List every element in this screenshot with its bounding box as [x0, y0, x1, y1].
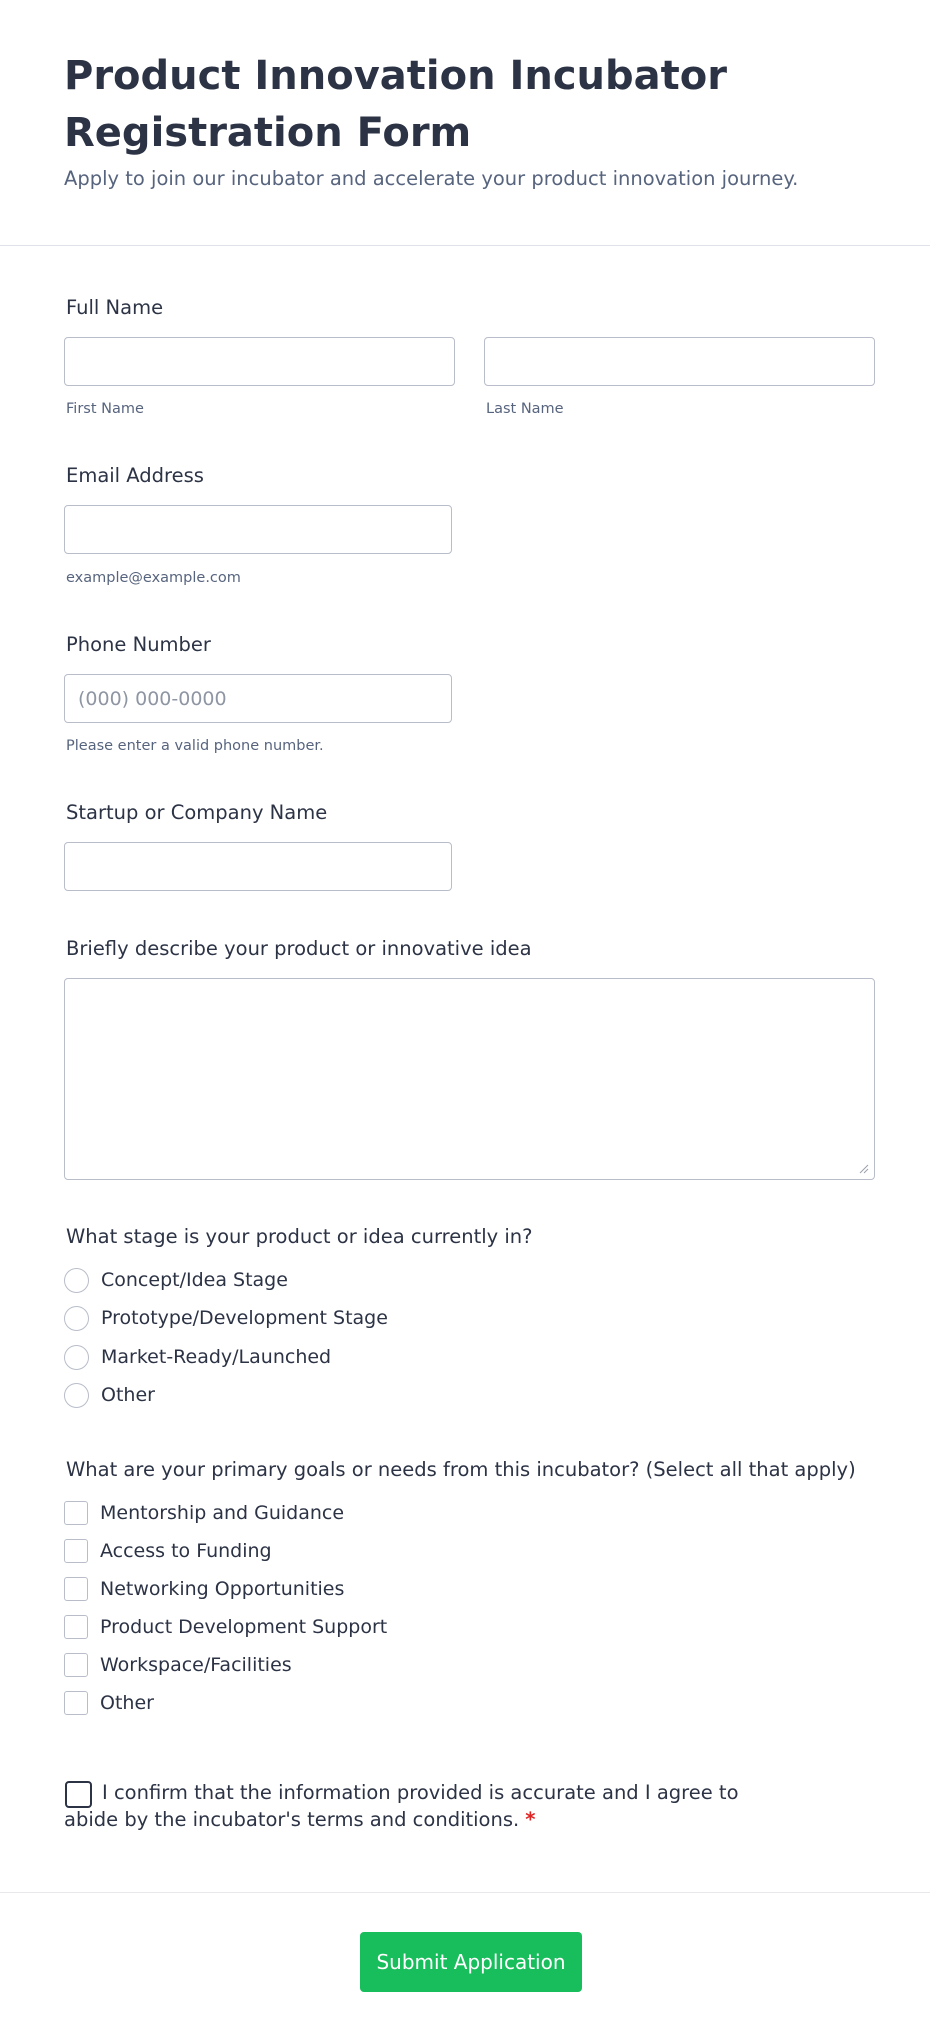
stage-option-label: Concept/Idea Stage [101, 1269, 288, 1291]
goal-option-label: Networking Opportunities [100, 1578, 345, 1600]
goal-option-mentorship[interactable] [64, 1500, 344, 1526]
goal-option-networking[interactable] [64, 1576, 344, 1602]
email-input[interactable] [64, 505, 452, 554]
last-name-input[interactable] [484, 337, 875, 386]
stage-option-label: Market-Ready/Launched [101, 1346, 332, 1368]
last-name-sublabel: Last Name [486, 401, 564, 417]
stage-label: What stage is your product or idea currently in? [66, 1225, 533, 1248]
stage-option-label: Prototype/Development Stage [101, 1307, 388, 1329]
goal-option-label: Other [100, 1692, 154, 1714]
checkbox[interactable] [64, 1501, 88, 1525]
goal-option-label: Workspace/Facilities [100, 1654, 292, 1676]
radio-button[interactable] [64, 1306, 89, 1331]
description-textarea[interactable] [64, 978, 875, 1180]
radio-button[interactable] [64, 1345, 89, 1370]
stage-option-label: Other [101, 1384, 155, 1406]
stage-option-prototype[interactable] [64, 1305, 388, 1331]
checkbox[interactable] [64, 1577, 88, 1601]
email-sublabel: example@example.com [66, 570, 241, 586]
goal-option-other[interactable] [64, 1690, 154, 1716]
goals-label: What are your primary goals or needs from this incubator? (Select all that apply) [66, 1458, 856, 1481]
checkbox[interactable] [64, 1653, 88, 1677]
email-label: Email Address [66, 464, 204, 487]
page-subtitle: Apply to join our incubator and accelerate your product innovation journey. [64, 167, 799, 190]
radio-button[interactable] [64, 1268, 89, 1293]
checkbox[interactable] [64, 1539, 88, 1563]
radio-button[interactable] [64, 1383, 89, 1408]
first-name-sublabel: First Name [66, 401, 144, 417]
footer-divider [0, 1892, 930, 1893]
stage-option-concept[interactable] [64, 1267, 288, 1293]
description-label: Briefly describe your product or innovative idea [66, 937, 532, 960]
goal-option-label: Mentorship and Guidance [100, 1502, 345, 1524]
terms-text: I confirm that the information provided is accurate and I agree to abide by the incubator's terms and conditions. [64, 1781, 739, 1831]
first-name-input[interactable] [64, 337, 455, 386]
resize-grip-icon[interactable] [859, 1164, 869, 1174]
stage-option-other[interactable] [64, 1382, 155, 1408]
required-asterisk: * [525, 1808, 536, 1831]
full-name-label: Full Name [66, 296, 164, 319]
terms-statement [64, 1779, 784, 1833]
form-header [0, 0, 930, 246]
stage-option-market-ready[interactable] [64, 1344, 331, 1370]
goal-option-product-development[interactable] [64, 1614, 387, 1640]
company-input[interactable] [64, 842, 452, 891]
goal-option-funding[interactable] [64, 1538, 272, 1564]
phone-sublabel: Please enter a valid phone number. [66, 738, 324, 754]
company-label: Startup or Company Name [66, 801, 328, 824]
goal-option-workspace[interactable] [64, 1652, 292, 1678]
phone-input[interactable] [64, 674, 452, 723]
page-title: Product Innovation Incubator Registration Form [64, 53, 727, 156]
goal-option-label: Access to Funding [100, 1540, 272, 1562]
goal-option-label: Product Development Support [100, 1616, 388, 1638]
checkbox[interactable] [64, 1691, 88, 1715]
submit-button[interactable]: Submit Application [360, 1932, 582, 1992]
phone-label: Phone Number [66, 633, 211, 656]
checkbox[interactable] [64, 1615, 88, 1639]
